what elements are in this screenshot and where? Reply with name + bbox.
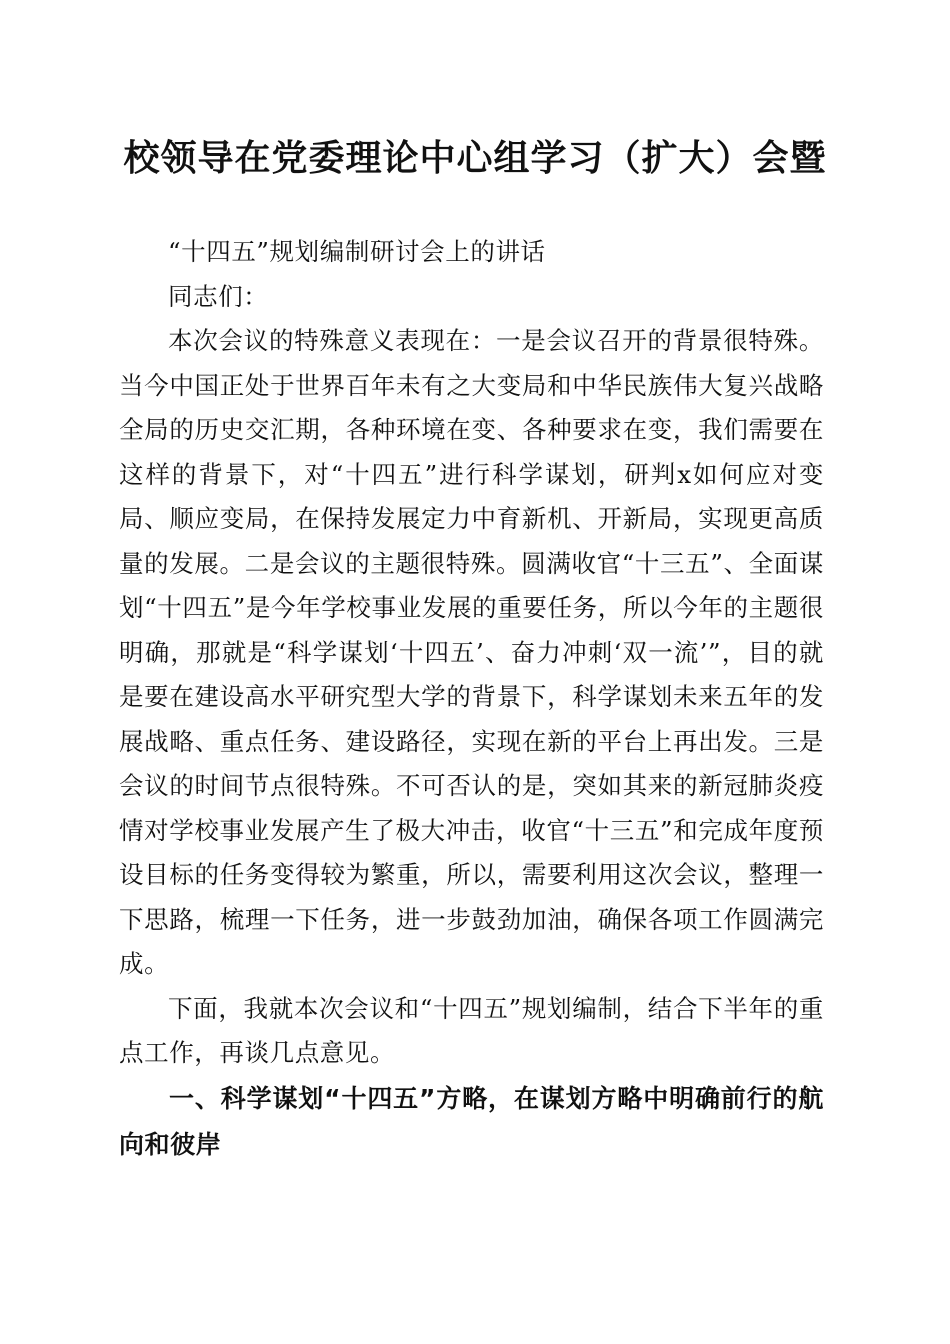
document-body [119,230,824,1168]
body-paragraph-1: 本次会议的特殊意义表现在：一是会议召开的背景很特殊。当今中国正处于世界百年未有之大变局和中华民族伟大复兴战略全局的历史交汇期，各种环境在变、各种要求在变，我们需要在这样的背景下，对“十四五”进行科学谋划，研判x如何应对变局、顺应变局，在保持发展定力中育新机、开新局，实现更高质量的发展。二是会议的主题很特殊。圆满收官“十三五”、全面谋划“十四五”是今年学校事业发展的重要任务，所以今年的主题很明确，那就是“科学谋划‘十四五’、奋力冲刺‘双一流’”，目的就是要在建设高水平研究型大学的背景下，科学谋划未来五年的发展战略、重点任务、建设路径，实现在新的平台上再出发。三是会议的时间节点很特殊。不可否认的是，突如其来的新冠肺炎疫情对学校事业发展产生了极大冲击，收官“十三五”和完成年度预设目标的任务变得较为繁重，所以，需要利用这次会议，整理一下思路，梳理一下任务，进一步鼓劲加油，确保各项工作圆满完成。 [119,326,824,978]
salutation: 同志们： [168,281,269,311]
subtitle-line: “十四五”规划编制研讨会上的讲话 [168,237,546,266]
body-paragraph-2: 下面，我就本次会议和“十四五”规划编制，结合下半年的重点工作，再谈几点意见。 [119,993,824,1067]
document-title: 校领导在党委理论中心组学习（扩大）会暨 [123,137,827,179]
section-heading-1: 一、科学谋划“十四五”方略，在谋划方略中明确前行的航向和彼岸 [119,1083,824,1159]
